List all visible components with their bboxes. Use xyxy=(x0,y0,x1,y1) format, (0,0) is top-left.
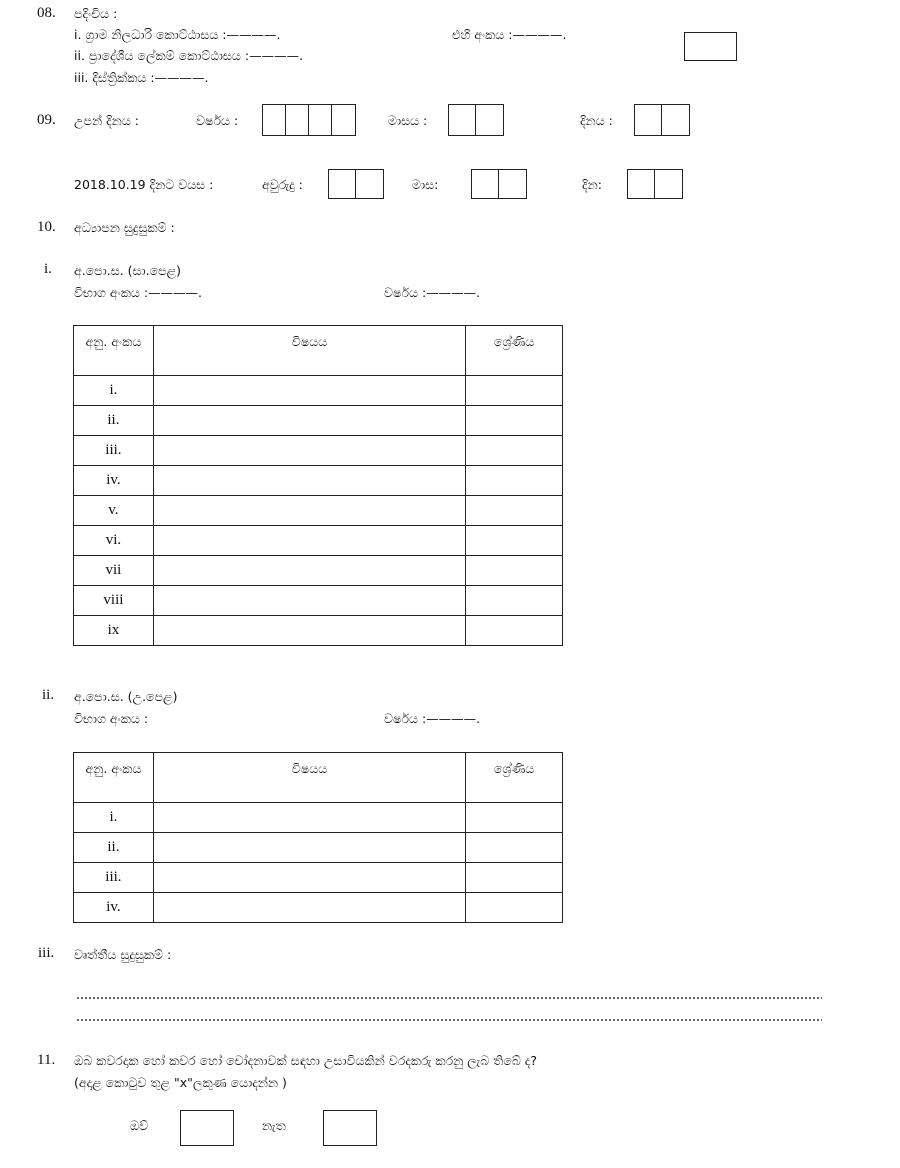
q11-question: ඔබ කවරදාක හෝ කවර හෝ චෝදනාවක් සඳහා උසාවියකින් වරදකරු කරනු ලැබ තිබේ ද? xyxy=(74,1053,537,1068)
table-row xyxy=(74,893,563,923)
row-index: iv. xyxy=(74,466,154,496)
subject-cell[interactable] xyxy=(153,616,465,646)
age-years-boxes[interactable] xyxy=(328,169,384,199)
subject-cell[interactable] xyxy=(153,863,465,893)
subject-cell[interactable] xyxy=(153,833,465,863)
subject-cell[interactable] xyxy=(153,526,465,556)
al-title: අ.පො.ස. (උ.පෙළ) xyxy=(74,689,178,704)
birth-day-label: දිනය : xyxy=(580,113,613,128)
grade-cell[interactable] xyxy=(466,466,563,496)
al-header-subject: විෂයය xyxy=(153,753,465,803)
subject-cell[interactable] xyxy=(153,893,465,923)
table-row xyxy=(74,376,563,406)
row-index: iii. xyxy=(74,436,154,466)
ol-header-index: අනු. අංකය xyxy=(74,326,154,376)
table-row xyxy=(74,833,563,863)
q08-gn-number-box[interactable] xyxy=(684,32,737,61)
grade-cell[interactable] xyxy=(466,616,563,646)
al-results-table xyxy=(73,752,563,923)
q08-title: පදිංචිය : xyxy=(74,6,118,21)
table-row xyxy=(74,406,563,436)
table-row xyxy=(74,616,563,646)
row-index: ii. xyxy=(74,406,154,436)
ol-header-subject: විෂයය xyxy=(153,326,465,376)
q11-number: 11. xyxy=(37,1052,56,1068)
row-index: viii xyxy=(74,586,154,616)
row-index: ii. xyxy=(74,833,154,863)
yes-checkbox[interactable] xyxy=(180,1110,234,1146)
grade-cell[interactable] xyxy=(466,376,563,406)
row-index: v. xyxy=(74,496,154,526)
table-row xyxy=(74,496,563,526)
grade-cell[interactable] xyxy=(466,893,563,923)
subject-cell[interactable] xyxy=(153,556,465,586)
row-index: ix xyxy=(74,616,154,646)
q09-number: 09. xyxy=(37,112,56,128)
birth-year-label: වර්ෂය : xyxy=(196,113,239,128)
grade-cell[interactable] xyxy=(466,526,563,556)
subject-cell[interactable] xyxy=(153,436,465,466)
ol-index-label: විභාග අංකය :————. xyxy=(74,285,203,300)
al-year-label: වර්ෂය :————. xyxy=(384,711,481,726)
subject-cell[interactable] xyxy=(153,803,465,833)
grade-cell[interactable] xyxy=(466,586,563,616)
yes-label: ඔව් xyxy=(130,1118,149,1133)
age-as-at-label: 2018.10.19 දිනට වයස : xyxy=(74,177,214,192)
row-index: i. xyxy=(74,376,154,406)
table-row xyxy=(74,586,563,616)
birth-day-boxes[interactable] xyxy=(634,104,690,136)
al-header-index: අනු. අංකය xyxy=(74,753,154,803)
q08-gn-number-label: එහි අංකය :————. xyxy=(452,27,567,42)
q08-number: 08. xyxy=(37,5,56,21)
grade-cell[interactable] xyxy=(466,496,563,526)
age-months-boxes[interactable] xyxy=(471,169,527,199)
prof-dotted-line-2[interactable] xyxy=(76,1019,822,1021)
subject-cell[interactable] xyxy=(153,466,465,496)
grade-cell[interactable] xyxy=(466,556,563,586)
q10-number: 10. xyxy=(37,219,56,235)
prof-dotted-line-1[interactable] xyxy=(76,997,822,999)
age-years-label: අවුරුදු : xyxy=(262,177,303,192)
ol-results-table xyxy=(73,325,563,646)
subject-cell[interactable] xyxy=(153,496,465,526)
birth-month-label: මාසය : xyxy=(388,113,428,128)
grade-cell[interactable] xyxy=(466,803,563,833)
table-row xyxy=(74,863,563,893)
row-index: vi. xyxy=(74,526,154,556)
subject-cell[interactable] xyxy=(153,376,465,406)
grade-cell[interactable] xyxy=(466,863,563,893)
birth-year-boxes[interactable] xyxy=(262,104,356,136)
ol-header-grade: ශ්‍රේණිය xyxy=(466,326,563,376)
table-row xyxy=(74,803,563,833)
ol-roman: i. xyxy=(44,261,52,277)
table-row xyxy=(74,556,563,586)
prof-roman: iii. xyxy=(38,945,55,961)
birth-month-boxes[interactable] xyxy=(448,104,504,136)
table-row xyxy=(74,436,563,466)
no-label: නැත xyxy=(262,1118,286,1133)
al-header-grade: ශ්‍රේණිය xyxy=(466,753,563,803)
prof-title: වෘත්තීය සුදුසුකම් : xyxy=(74,947,172,962)
al-index-label: විභාග අංකය : xyxy=(74,711,149,726)
ol-year-label: වර්ෂය :————. xyxy=(384,285,481,300)
table-row xyxy=(74,466,563,496)
age-days-label: දින: xyxy=(582,177,602,192)
row-index: vii xyxy=(74,556,154,586)
subject-cell[interactable] xyxy=(153,406,465,436)
age-months-label: මාස: xyxy=(412,177,439,192)
row-index: i. xyxy=(74,803,154,833)
row-index: iv. xyxy=(74,893,154,923)
q08-gn-division-label: i. ග්‍රාම නිලධාරි කොට්ඨාසය :————. xyxy=(74,27,281,42)
q08-ds-division-label: ii. ප්‍රාදේශීය ලේකම් කොට්ඨාසය :————. xyxy=(74,48,304,63)
subject-cell[interactable] xyxy=(153,586,465,616)
q09-title: උපන් දිනය : xyxy=(74,113,139,128)
q11-instruction: (අදාළ කොටුව තුළ "x"ලකුණ යොදන්න ) xyxy=(74,1075,287,1090)
row-index: iii. xyxy=(74,863,154,893)
grade-cell[interactable] xyxy=(466,436,563,466)
q08-district-label: iii. දිස්ත්‍රික්කය :————. xyxy=(74,70,209,85)
ol-title: අ.පො.ස. (සා.පෙළ) xyxy=(74,263,182,278)
grade-cell[interactable] xyxy=(466,406,563,436)
no-checkbox[interactable] xyxy=(323,1110,377,1146)
al-roman: ii. xyxy=(42,687,55,703)
q10-title: අධ්‍යාපන සුදුසුකම් : xyxy=(74,220,175,235)
age-days-boxes[interactable] xyxy=(627,169,683,199)
table-row xyxy=(74,526,563,556)
grade-cell[interactable] xyxy=(466,833,563,863)
